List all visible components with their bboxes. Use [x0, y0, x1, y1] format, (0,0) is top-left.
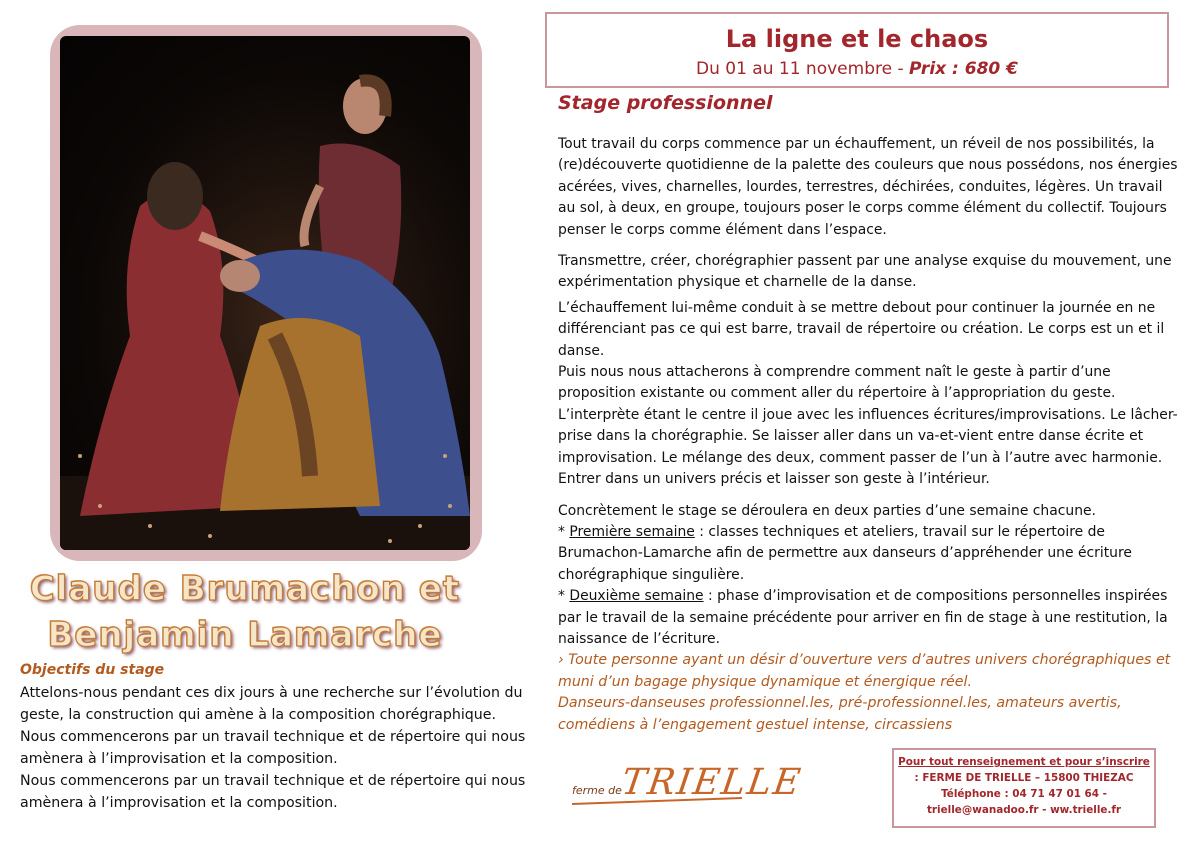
objectifs-text [20, 682, 540, 814]
artists-names [10, 566, 480, 658]
artist-line-2: Benjamin Lamarche [47, 615, 443, 655]
dance-photo [60, 36, 470, 550]
audience-list: Danseurs-danseuses professionnel.les, pré-professionnel.les, amateurs avertis, comédiens à l’engagement gestuel intense, circassiens [558, 695, 1122, 733]
contact-title: Pour tout renseignement et pour s’inscrire [898, 756, 1150, 768]
week-1-text: : classes techniques et ateliers, travail sur le répertoire de Brumachon-Lamarche afin de permettre aux danseurs d’appréhender une écriture chorégraphique singulière. [558, 523, 1132, 583]
week-1-label: Première semaine [569, 523, 695, 540]
objectifs-paragraph: Nous commencerons par un travail technique et de répertoire qui nous amènera à l’improvisation et la composition. [20, 773, 526, 811]
dates-line [547, 59, 1167, 79]
contact-web[interactable]: trielle@wanadoo.fr - ww.trielle.fr [926, 804, 1122, 816]
stage-description [558, 134, 1180, 736]
header-box [545, 12, 1169, 88]
contact-address: : FERME DE TRIELLE – 15800 THIEZAC [914, 772, 1134, 784]
objectifs-paragraph: Attelons-nous pendant ces dix jours à une recherche sur l’évolution du geste, la construction qui amène à la composition chorégraphique. [20, 685, 523, 723]
artist-line-1: Claude Brumachon et [29, 569, 461, 609]
stage-title: Stage professionnel [558, 92, 773, 114]
stage-paragraph: Transmettre, créer, chorégraphier passent par une analyse exquise du mouvement, une expérimentation physique et charnelle de la danse. [558, 253, 1172, 291]
price-text: Prix : 680 € [909, 59, 1018, 79]
contact-phone: Téléphone : 04 71 47 01 64 - [941, 788, 1107, 800]
stage-paragraph: Tout travail du corps commence par un échauffement, un réveil de nos possibilités, la (re)découverte quotidienne de la palette des couleurs que nous possédons, nos énergies acérées, vives, charnelles, lourdes, terrestres, déchirées, conduites, légères. Un travail au sol, à deux, en groupe, toujours poser le corps comme élément du collectif. Toujours penser le corps comme élément dans l’espace. [558, 136, 1178, 238]
audience-call: › Toute personne ayant un désir d’ouverture vers d’autres univers chorégraphiques et muni d’un bagage physique dynamique et énergique réel. [558, 652, 1171, 690]
main-title: La ligne et le chaos [725, 25, 989, 53]
objectifs-title: Objectifs du stage [20, 662, 165, 678]
contact-box [892, 748, 1156, 828]
stage-paragraph: Puis nous nous attacherons à comprendre comment naît le geste à partir d’une proposition existante ou comment aller du répertoire à l’appropriation du geste. L’interprète étant le centre il joue avec les influences écritures/improvisations. Le lâcher-prise dans la chorégraphie. Se laisser aller dans un va-et-vient entre danse écrite et improvisation. Le mélange des deux, comment passer de l’un à l’autre avec harmonie. Entrer dans un univers précis et laisser son geste à l’intérieur. [558, 364, 1178, 488]
stage-paragraph: Concrètement le stage se déroulera en deux parties d’une semaine chacune. [558, 502, 1096, 519]
objectifs-paragraph: Nous commencerons par un travail technique et de répertoire qui nous amènera à l’improvisation et la composition. [20, 729, 526, 767]
dates-text: Du 01 au 11 novembre - [696, 59, 909, 79]
week-1: * Première semaine : classes techniques et ateliers, travail sur le répertoire de Brumachon-Lamarche afin de permettre aux danseurs d’appréhender une écriture chorégraphique singulière. [558, 523, 1132, 583]
week-2-text: : phase d’improvisation et de compositions personnelles inspirées par le travail de la semaine précédente pour arriver en fin de stage à une restitution, la naissance de l’écriture. [558, 588, 1168, 647]
logo-small-text: ferme de [572, 784, 622, 797]
trielle-logo [572, 762, 805, 812]
stage-paragraph: L’échauffement lui-même conduit à se mettre debout pour continuer la journée en ne différenciant pas ce qui est barre, travail de répertoire ou création. Le corps est un et il danse. [558, 299, 1165, 359]
week-2-label: Deuxième semaine [569, 588, 704, 605]
week-2: * Deuxième semaine : phase d’improvisation et de compositions personnelles inspirées par le travail de la semaine précédente pour arriver en fin de stage à une restitution, la naissance de l’écriture. [558, 588, 1168, 647]
logo-big-text: TRIELLE [619, 762, 805, 803]
